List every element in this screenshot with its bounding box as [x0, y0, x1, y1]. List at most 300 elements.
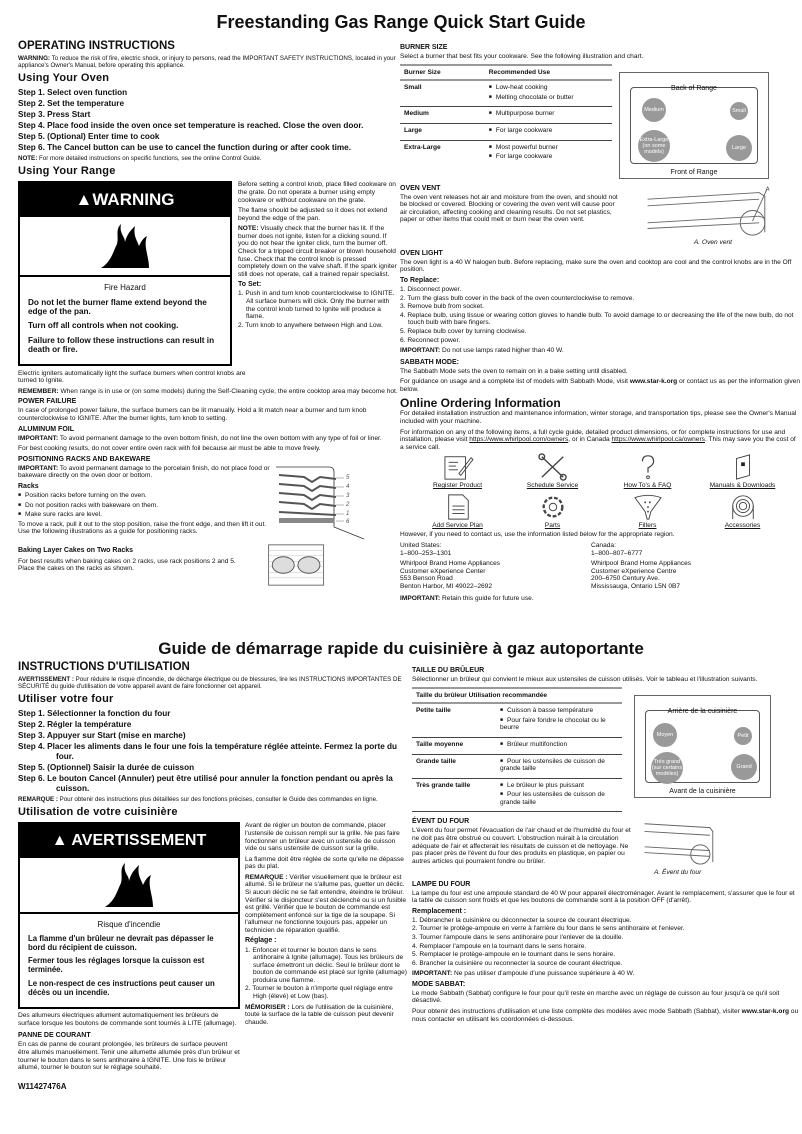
table-row	[400, 123, 612, 140]
text: Customer eXperience Centre	[591, 567, 677, 575]
parts-link[interactable]	[505, 493, 600, 530]
element	[539, 454, 545, 460]
element	[238, 225, 398, 278]
racks-subheading: Racks	[18, 483, 39, 491]
element	[444, 457, 465, 479]
set-step: 2. Turn knob to anywhere between High and Low.	[238, 321, 383, 329]
element	[648, 222, 760, 228]
text: MODE SABBAT:	[412, 980, 466, 988]
text: 4. Remplacer l'ampoule en la tournant dans le sens horaire.	[412, 942, 587, 950]
rack-numbers	[346, 474, 349, 526]
table-row	[400, 140, 612, 166]
front-of-range-label: Front of Range	[670, 168, 718, 176]
element	[496, 778, 622, 812]
text: La flamme doit être réglée de sorte qu'elle ne dépasse pas du plat.	[245, 855, 404, 871]
text: Ne pas utiliser d'ampoule d'une puissance supérieure à 40 W.	[454, 970, 635, 978]
range-heading-fr: Utilisation de votre cuisinière	[18, 806, 178, 819]
rack-number: 1	[346, 510, 350, 517]
burner-medium: Medium	[642, 98, 666, 122]
text: For information on any of the following items, a full cycle guide, detailed product dimensions, or for complete instructions for use and installation, please visit	[400, 428, 786, 444]
filter-icon	[632, 493, 664, 521]
cakes-section	[18, 543, 248, 576]
element	[448, 495, 468, 519]
text: Pour obtenir des instructions plus détaillées sur des fonctions précises, consulter le Guide des commandes en ligne.	[59, 796, 378, 804]
oven-vent-illustration	[642, 185, 777, 247]
vent-marker-label: A	[765, 186, 770, 193]
text: Medium	[400, 107, 485, 124]
set-step: 1. Push in and turn knob counterclockwise to IGNITE. All surface burners will click. Only the burner with the control knob turned to Ignite will produce a flame.	[238, 290, 395, 321]
text: ■ Pour faire fondre le chocolat ou le beurre	[500, 717, 618, 732]
english-left-column	[18, 40, 398, 589]
note-text: For more detailed instructions on specific functions, see the online Control Guide.	[38, 155, 262, 163]
element	[101, 224, 149, 268]
element	[648, 501, 650, 503]
step: Step 1. Sélectionner la fonction du four	[18, 709, 171, 719]
element	[741, 463, 745, 467]
book-icon	[727, 453, 759, 481]
range-left-fr	[18, 822, 240, 1091]
text: AVERTISSEMENT	[71, 832, 207, 850]
canada-contact	[591, 542, 691, 590]
warning-line: Turn off all controls when not cooking.	[28, 321, 179, 331]
element	[18, 796, 408, 803]
remember-text: When range is in use or (on some models) during the Self-Cleaning cycle, the entire cooktop area may become hot.	[60, 387, 398, 395]
element	[18, 155, 398, 162]
element	[485, 80, 612, 107]
text: REMARQUE :	[245, 873, 288, 881]
text: 5. Remplacer le protège-ampoule en le tournant dans le sens horaire.	[412, 951, 616, 959]
table-header: Recommended Use	[485, 65, 612, 81]
element	[485, 123, 612, 140]
warning-line: Do not let the burner flame extend beyond the edge of the pan.	[28, 297, 207, 316]
element	[245, 1004, 408, 1027]
question-icon	[632, 453, 664, 481]
add-service-plan-link[interactable]	[410, 493, 505, 530]
text: 553 Benson Road	[400, 575, 453, 583]
burner-heading: BURNER SIZE	[400, 44, 448, 51]
table-row	[400, 80, 612, 107]
element	[274, 465, 374, 541]
element	[736, 455, 749, 479]
important-label: IMPORTANT:	[18, 434, 59, 442]
rack-number: 4	[346, 483, 350, 490]
element	[97, 222, 153, 270]
table-row	[412, 754, 622, 778]
contact-intro: However, if you need to contact us, use the information listed below for the appropriate region.	[400, 531, 675, 539]
oven-light-section	[400, 250, 800, 452]
cakes-row	[18, 543, 398, 590]
text: ■ For large cookware	[489, 153, 608, 161]
step: Step 3. Press Start	[18, 110, 91, 120]
register-icon	[442, 453, 474, 481]
element	[412, 970, 800, 978]
light-heading: OVEN LIGHT	[400, 249, 443, 257]
power-heading: POWER FAILURE	[18, 398, 77, 406]
racks-move-text: To move a rack, pull it out to the stop position, raise the front edge, and then lift it out. Use the following illustrations as a guide for positioning racks.	[18, 520, 267, 536]
burner-size-section	[400, 44, 800, 61]
text: 1. Débrancher la cuisinière ou déconnecter la source de courant électrique.	[412, 916, 632, 924]
rack-bullet: ■ Do not position racks with bakeware on them.	[18, 502, 270, 510]
text: For guidance on usage and a complete list of models with Sabbath Mode, visit	[400, 378, 628, 386]
text: WARNING	[92, 190, 175, 210]
element	[412, 688, 622, 812]
hazard-title: Fire Hazard	[104, 283, 146, 293]
cakes-illustration	[264, 543, 330, 590]
element	[336, 478, 344, 521]
element	[591, 560, 691, 590]
element	[646, 476, 649, 479]
important-label: IMPORTANT:	[18, 464, 59, 472]
text: Benton Harbor, MI 49022–2692	[400, 582, 493, 590]
table-row	[412, 737, 622, 754]
burner-intro: Select a burner that best fits your cookware. See the following illustration and chart.	[400, 53, 644, 61]
text: ■ Le brûleur le plus puissant	[500, 782, 618, 790]
text: Moyen	[653, 723, 677, 747]
warning-box	[18, 181, 232, 365]
accessories-link[interactable]	[695, 493, 790, 530]
star-k-link[interactable]: www.star-k.org	[629, 378, 678, 386]
tools-icon	[537, 453, 569, 481]
gear-icon	[537, 493, 569, 521]
text: La lampe du four est une ampoule standard de 40 W pour appareil électroménager. Avant le remplacement, s'assurer que le four et la table de cuisson sont froids et que les boutons de commande sont à la position OFF (d'arrêt).	[412, 889, 795, 905]
replace-step: 1. Disconnect power.	[400, 286, 462, 294]
text: Pour obtenir des instructions d'utilisation et une liste complète des modèles avec mode Sabbath (Sabbat), visiter	[412, 1008, 740, 1016]
french-left-column	[18, 661, 408, 1091]
element	[400, 65, 612, 166]
element	[279, 518, 334, 523]
burner-row-fr	[412, 687, 800, 813]
element	[645, 853, 710, 857]
whirlpool-us-link[interactable]: https://www.whirlpool.com/owners	[469, 436, 569, 444]
online-text: For detailed installation instruction and maintenance information, winter storage, and transportation tips, please see the Owner's Manual included with your machine.	[400, 410, 797, 426]
sabbath-text: The Sabbath Mode sets the oven to remain on in a bake setting until disabled.	[400, 367, 628, 375]
text: MÉMORISER :	[245, 1003, 290, 1011]
text: Whirlpool Brand Home Appliances	[400, 560, 501, 568]
french-right-column	[412, 667, 800, 1026]
operating-heading: INSTRUCTIONS D'UTILISATION	[18, 661, 190, 673]
replace-step: 3. Remove bulb from socket.	[400, 303, 484, 311]
note-label: NOTE:	[238, 225, 259, 233]
text: L'évent du four permet l'évacuation de l'air chaud et de l'humidité du four et ne doit pas être obstrué ou couvert. L'obstruction nuirait à la circulation adéquate de l'air et affecterait les résultats de cuisson et de nettoyage. Ne pas placer près de l'évent du four des produits en plastique, en papier ou autres articles qui pourraient fondre ou brûler.	[412, 827, 631, 865]
text: Customer eXperience Center	[400, 567, 486, 575]
element	[272, 557, 294, 574]
oven-vent-row	[400, 185, 800, 247]
text: REMARQUE :	[18, 796, 58, 804]
element	[400, 64, 612, 166]
how-to-faq-link[interactable]	[600, 453, 695, 490]
fire-icon	[20, 217, 230, 277]
online-heading: Online Ordering Information	[400, 396, 561, 411]
step: Step 5. (Optional) Enter time to cook	[18, 132, 160, 142]
step: Step 5. (Optionnel) Saisir la durée de cuisson	[18, 763, 195, 773]
online-links	[410, 453, 790, 529]
vent-heading: OVEN VENT	[400, 184, 441, 192]
element	[245, 874, 408, 935]
text: ■ Cuisson à basse température	[500, 707, 618, 715]
element	[448, 463, 457, 470]
burner-table-fr	[412, 687, 622, 813]
text: LAMPE DU FOUR	[412, 880, 471, 888]
range-notes	[18, 370, 398, 464]
vent-text: The oven vent releases hot air and moisture from the oven, and should not be blocked or covered. Blocking or covering the oven vent will cause poor air circulation, affecting cooking and cleaning results. Do not set plastics, paper or other items that could melt or burn near the oven vent.	[400, 193, 618, 224]
element	[648, 189, 767, 234]
element	[496, 737, 622, 754]
text: Avant de régler un bouton de commande, placer l'ustensile de cuisson rempli sur la grille. Ne pas faire fonctionner un brûleur avec un ustensile de cuisson vide ou sans ustensile de cuisson sur la grille.	[245, 822, 400, 853]
replace-step: 6. Reconnect power.	[400, 336, 461, 344]
to-set-heading: To Set:	[238, 281, 262, 289]
schedule-service-link[interactable]	[505, 453, 600, 490]
text: ou nous contacter en utilisant les coordonnées ci-dessous.	[412, 1008, 799, 1023]
text: ■ Brûleur multifonction	[500, 741, 618, 749]
warning-text: To reduce the risk of fire, electric shock, or injury to persons, read the IMPORTANT SAFETY INSTRUCTIONS, located in your appliance's Owner's Manual, before operating this appliance.	[18, 55, 396, 70]
vent-caption: A. Oven vent	[693, 239, 732, 247]
foil-important: To avoid permanent damage to the oven bottom finish, do not line the oven bottom with any type of foil or liner.	[59, 434, 382, 442]
retain-text: Retain this guide for future use.	[442, 594, 534, 602]
element	[400, 65, 612, 81]
oven-vent-illustration-fr	[640, 818, 775, 876]
element	[539, 454, 566, 480]
text: Grande taille	[412, 754, 496, 778]
element	[18, 388, 398, 396]
text: , or in Canada	[568, 436, 610, 444]
step: Step 2. Set the temperature	[18, 99, 125, 109]
text: ■ Pour les ustensiles de cuisson de grande taille	[500, 791, 618, 806]
element	[736, 499, 749, 512]
element	[238, 290, 398, 329]
table-row	[412, 703, 622, 737]
text: Register Product	[432, 482, 483, 490]
element	[642, 185, 777, 237]
oven-steps	[18, 88, 398, 153]
oven-vent-section-fr	[412, 818, 634, 868]
whirlpool-ca-link[interactable]: https://www.whirlpool.ca/owners	[611, 436, 705, 444]
element	[279, 512, 336, 515]
range-para: The flame should be adjusted so it does not extend beyond the edge of the pan.	[238, 207, 388, 222]
step: Step 6. The Cancel button can be use to cancel the function during or after cook time.	[18, 143, 352, 153]
warning-header: ▲WARNING	[20, 183, 230, 217]
burner-extra-large: Extra-Large (on some models)	[638, 130, 670, 162]
element	[647, 506, 649, 508]
text: A. Évent du four	[654, 868, 702, 876]
igniters-text: Electric igniters automatically light the surface burners when control knobs are turned to Ignite.	[18, 369, 246, 385]
burner-diagram-fr	[634, 695, 771, 798]
document-icon	[442, 493, 474, 521]
sabbath-heading: SABBATH MODE:	[400, 358, 459, 366]
text: Schedule Service	[526, 482, 579, 490]
warning-line: Failure to follow these instructions can result in death or fire.	[28, 335, 215, 355]
text: Large	[400, 123, 485, 140]
manuals-downloads-link[interactable]	[695, 453, 790, 490]
element	[279, 475, 336, 482]
racks-heading: POSITIONING RACKS AND BAKEWARE	[18, 455, 151, 463]
element	[412, 688, 622, 704]
element	[400, 286, 800, 344]
text: Remplacement :	[412, 907, 467, 915]
racks-important: To avoid permanent damage to the porcelain finish, do not place food or bakeware directly on the oven door or bottom.	[18, 464, 270, 480]
element	[18, 465, 270, 480]
text: AVERTISSEMENT :	[18, 676, 74, 683]
text: 1. Enfoncer et tourner le bouton dans le sens antihoraire à Ignite (allumage). Tous les brûleurs de surface émettront un déclic. Seul le brûleur dont le bouton de commande est placé sur Ignite (allumage) produira une flamme.	[245, 946, 407, 984]
rack-positions-illustration	[274, 465, 374, 541]
text: Grand	[731, 754, 757, 780]
text: Add Service Plan	[432, 521, 483, 529]
text: 2. Tourner le protège-ampoule en verre à l'arrière du four dans le sens antihoraire et l'enlever.	[412, 925, 685, 933]
burner-diagram	[619, 72, 769, 179]
element	[496, 703, 622, 737]
element	[412, 687, 622, 813]
foil-text: For best cooking results, do not cover entire oven rack with foil because air must be able to move freely.	[18, 445, 321, 453]
ca-phone: 1–800–807–6777	[591, 549, 643, 557]
element	[549, 503, 556, 510]
element	[105, 863, 153, 907]
element	[18, 55, 398, 69]
element	[642, 456, 653, 473]
step: Step 2. Régler la température	[18, 720, 132, 730]
table-row	[412, 778, 622, 812]
step: Step 6. Le bouton Cancel (Annuler) peut être utilisé pour annuler la fonction pendant ou après la cuisson.	[18, 774, 393, 794]
range-column-fr	[245, 822, 408, 1029]
element	[645, 832, 710, 836]
text: 2. Tourner le bouton à n'importe quel réglage entre High (élevé) et Low (bas).	[245, 985, 393, 1000]
range-row-fr	[18, 822, 408, 1091]
page-title-fr: Guide de démarrage rapide du cuisinière à gaz autoportante	[158, 639, 644, 658]
element	[20, 277, 230, 363]
element	[452, 506, 464, 513]
text: or contact us as per the information given below.	[400, 378, 801, 393]
text: 200–6750 Century Ave.	[591, 575, 660, 583]
rack-number: 3	[346, 492, 350, 499]
element	[412, 1008, 800, 1023]
text: ■ Low-heat cooking	[489, 84, 608, 92]
text: ■ Most powerful burner	[489, 144, 608, 152]
contact-section	[400, 531, 800, 602]
element	[648, 216, 765, 223]
text: ■ For large cookware	[489, 127, 608, 135]
element	[644, 501, 646, 503]
element	[264, 543, 330, 587]
text: Petit	[734, 727, 752, 745]
register-product-link[interactable]	[410, 453, 505, 490]
warning-line: La flamme d'un brûleur ne devrait pas dépasser le bord du récipient de cuisson.	[28, 933, 214, 952]
element	[732, 496, 753, 517]
english-right-column	[400, 44, 800, 605]
rack-number: 2	[346, 501, 350, 508]
element	[279, 484, 336, 491]
text: ÉVENT DU FOUR	[412, 818, 470, 826]
element	[400, 429, 800, 452]
light-text: The oven light is a 40 W halogen bulb. Before replacing, make sure the oven and cooktop are cool and the control knobs are in the Off position.	[400, 258, 792, 274]
text: Taille du brûleur	[416, 691, 467, 699]
rack-number: 6	[346, 518, 350, 525]
star-k-link[interactable]: www.star-k.org	[741, 1008, 790, 1016]
element	[732, 496, 753, 519]
text: Utilisation recommandée	[468, 691, 548, 699]
text: . This may save you the cost of a service call.	[400, 436, 796, 451]
text: ■ Melting chocolate or butter	[489, 94, 608, 102]
element	[648, 199, 760, 206]
operating-heading: OPERATING INSTRUCTIONS	[18, 40, 175, 52]
page-title: Freestanding Gas Range Quick Start Guide	[216, 12, 586, 32]
element	[645, 847, 710, 851]
text: Taille moyenne	[412, 737, 496, 754]
element	[412, 688, 622, 704]
element	[645, 824, 713, 864]
hazard-title: Risque d'incendie	[97, 920, 161, 930]
oven-vent-section	[400, 185, 622, 227]
note-text: Visually check that the burner has lit. If the burner does not ignite, listen for a clicking sound. If you do not hear the igniter click, turn the burner off. Check for a tripped circuit breaker or blown household fuse. Check that the control knob is pressed completely down on the valve shaft. If the spark igniter still does not operate, call a trained repair specialist.	[238, 225, 397, 278]
us-phone: 1–800–253–1301	[400, 549, 452, 557]
step: Step 4. Placer les aliments dans le four une fois la température réglée atteinte. Fermez la porte du four.	[18, 742, 398, 762]
element	[543, 498, 562, 517]
element	[400, 378, 800, 393]
foil-heading: ALUMINUM FOIL	[18, 425, 74, 433]
replace-heading: To Replace:	[400, 276, 440, 284]
racks-text	[18, 465, 270, 539]
cakes-text: For best results when baking cakes on 2 racks, use rack positions 2 and 5. Place the cakes on the racks as shown.	[18, 557, 236, 573]
oven-heading: Using Your Oven	[18, 72, 110, 85]
text: ■ Pour les ustensiles de cuisson de grande taille	[500, 758, 618, 773]
text: United States:	[400, 542, 442, 550]
text: ■ Multipurpose burner	[489, 110, 608, 118]
oven-heading: Utiliser votre four	[18, 693, 114, 706]
text: Réglage :	[245, 937, 277, 945]
text: Parts	[544, 521, 561, 529]
text: Arrière de la cuisinière	[667, 707, 738, 715]
important-label: IMPORTANT:	[400, 347, 441, 355]
element	[691, 845, 710, 864]
replace-step: 5. Replace bulb cover by turning clockwise.	[400, 327, 527, 335]
element	[245, 947, 408, 1001]
lamp-important: Do not use lamps rated higher than 40 W.	[442, 347, 564, 355]
element	[485, 107, 612, 124]
text: Petite taille	[412, 703, 496, 737]
rack-bullet: ■ Position racks before turning on the oven.	[18, 492, 270, 500]
text: Manuals & Downloads	[709, 482, 776, 490]
element	[640, 818, 775, 866]
text: 6. Brancher la cuisinière ou reconnecter la source de courant électrique.	[412, 959, 623, 967]
element	[18, 676, 408, 690]
step: Step 1. Select oven function	[18, 88, 128, 98]
cakes-heading: Baking Layer Cakes on Two Racks	[18, 546, 134, 554]
us-contact	[400, 542, 591, 590]
text: Filters	[638, 521, 657, 529]
element	[400, 542, 800, 590]
element	[412, 917, 800, 967]
text: Small	[400, 80, 485, 107]
text: TAILLE DU BRÛLEUR	[412, 667, 485, 674]
step: Step 4. Place food inside the oven once set temperature is reached. Close the oven door.	[18, 121, 364, 131]
fire-icon	[20, 858, 238, 914]
element	[400, 560, 591, 590]
filters-link[interactable]	[600, 493, 695, 530]
element	[18, 435, 398, 443]
text: Mississauga, Ontario L5N 0B7	[591, 582, 681, 590]
element	[279, 502, 336, 509]
element	[400, 595, 800, 603]
element	[647, 511, 649, 513]
element	[400, 347, 800, 355]
table-row	[400, 107, 612, 124]
range-row	[18, 181, 398, 365]
text: Pour réduire le risque d'incendie, de décharge électrique ou de blessures, lire les INSTRUCTIONS IMPORTANTES DE SÉCURITÉ du guide d'utilisation de votre appareil avant de faire fonctionner cet appareil.	[18, 676, 402, 691]
text: Extra-Large	[404, 143, 441, 151]
replace-step: 2. Turn the glass bulb cover in the back of the oven counterclockwise to remove.	[400, 294, 635, 302]
text: Très grand (sur certains modèles)	[651, 752, 683, 784]
power-text: In case of prolonged power failure, the surface burners can be lit manually. Hold a lit match near a burner and turn knob counterclockwise to IGNITE. After the burner lights, turn knob to setting.	[18, 407, 367, 423]
element	[279, 475, 336, 515]
text: 3. Tourner l'ampoule dans le sens antihoraire pour l'enlever de la douille.	[412, 933, 624, 941]
text: Canada:	[591, 542, 616, 550]
